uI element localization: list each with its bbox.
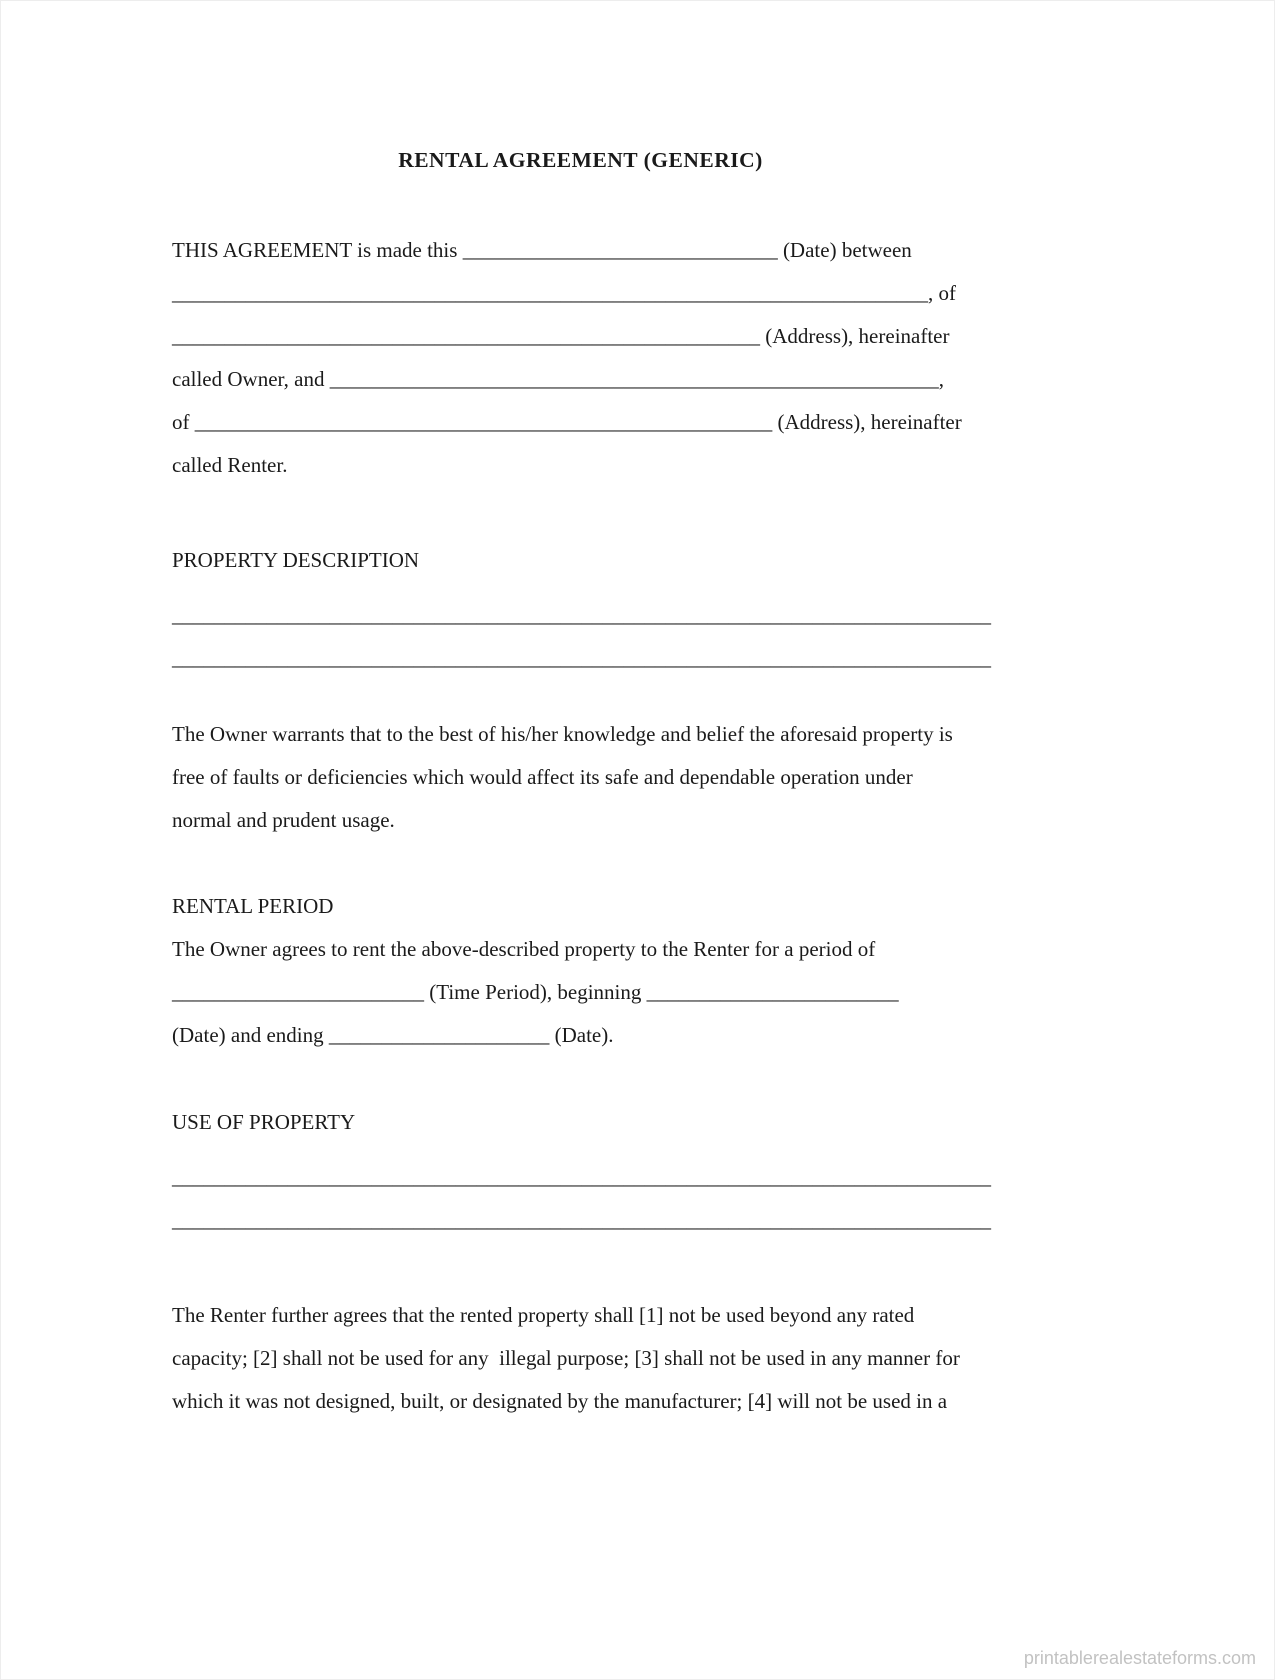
intro-paragraph bbox=[172, 229, 989, 487]
blank-fill-line: ______________________________________________________________________________ bbox=[172, 646, 991, 670]
intro-line: ________________________________________________________ (Address), hereinafter bbox=[172, 324, 950, 348]
warranty-line: free of faults or deficiencies which would affect its safe and dependable operation under bbox=[172, 765, 913, 789]
intro-line: called Renter. bbox=[172, 453, 288, 477]
blank-fill-line: ______________________________________________________________________________ bbox=[172, 1208, 991, 1232]
intro-line: of _______________________________________________________ (Address), hereinafter bbox=[172, 410, 962, 434]
blank-fill-line: ______________________________________________________________________________ bbox=[172, 1165, 991, 1189]
intro-line: called Owner, and __________________________________________________________, bbox=[172, 367, 945, 391]
intro-line: ________________________________________________________________________, of bbox=[172, 281, 956, 305]
renter-agrees-paragraph bbox=[172, 1294, 989, 1423]
use-of-property-heading: USE OF PROPERTY bbox=[172, 1110, 356, 1134]
rental-period-line: (Date) and ending _____________________ (Date). bbox=[172, 1023, 614, 1047]
watermark-site-url: printablerealestateforms.com bbox=[1023, 1648, 1256, 1668]
blank-fill-line: ______________________________________________________________________________ bbox=[172, 603, 991, 627]
rental-period-paragraph bbox=[172, 928, 989, 1057]
warranty-line: The Owner warrants that to the best of his/her knowledge and belief the aforesaid property is bbox=[172, 722, 953, 746]
intro-line: THIS AGREEMENT is made this ______________________________ (Date) between bbox=[172, 238, 912, 262]
renter-agrees-line: which it was not designed, built, or designated by the manufacturer; [4] will not be used in a bbox=[172, 1389, 948, 1413]
rental-period-line: ________________________ (Time Period), beginning ________________________ bbox=[172, 980, 899, 1004]
property-description-blanks bbox=[172, 594, 989, 680]
warranty-line: normal and prudent usage. bbox=[172, 808, 395, 832]
property-description-heading: PROPERTY DESCRIPTION bbox=[172, 548, 420, 572]
renter-agrees-line: The Renter further agrees that the rented property shall [1] not be used beyond any rated bbox=[172, 1303, 915, 1327]
renter-agrees-line: capacity; [2] shall not be used for any illegal purpose; [3] shall not be used in any manner for bbox=[172, 1346, 960, 1370]
use-of-property-blanks bbox=[172, 1156, 989, 1242]
rental-period-heading: RENTAL PERIOD bbox=[172, 894, 334, 918]
document-title: RENTAL AGREEMENT (GENERIC) bbox=[398, 148, 763, 172]
rental-period-line: The Owner agrees to rent the above-described property to the Renter for a period of bbox=[172, 937, 876, 961]
warranty-paragraph bbox=[172, 713, 989, 842]
